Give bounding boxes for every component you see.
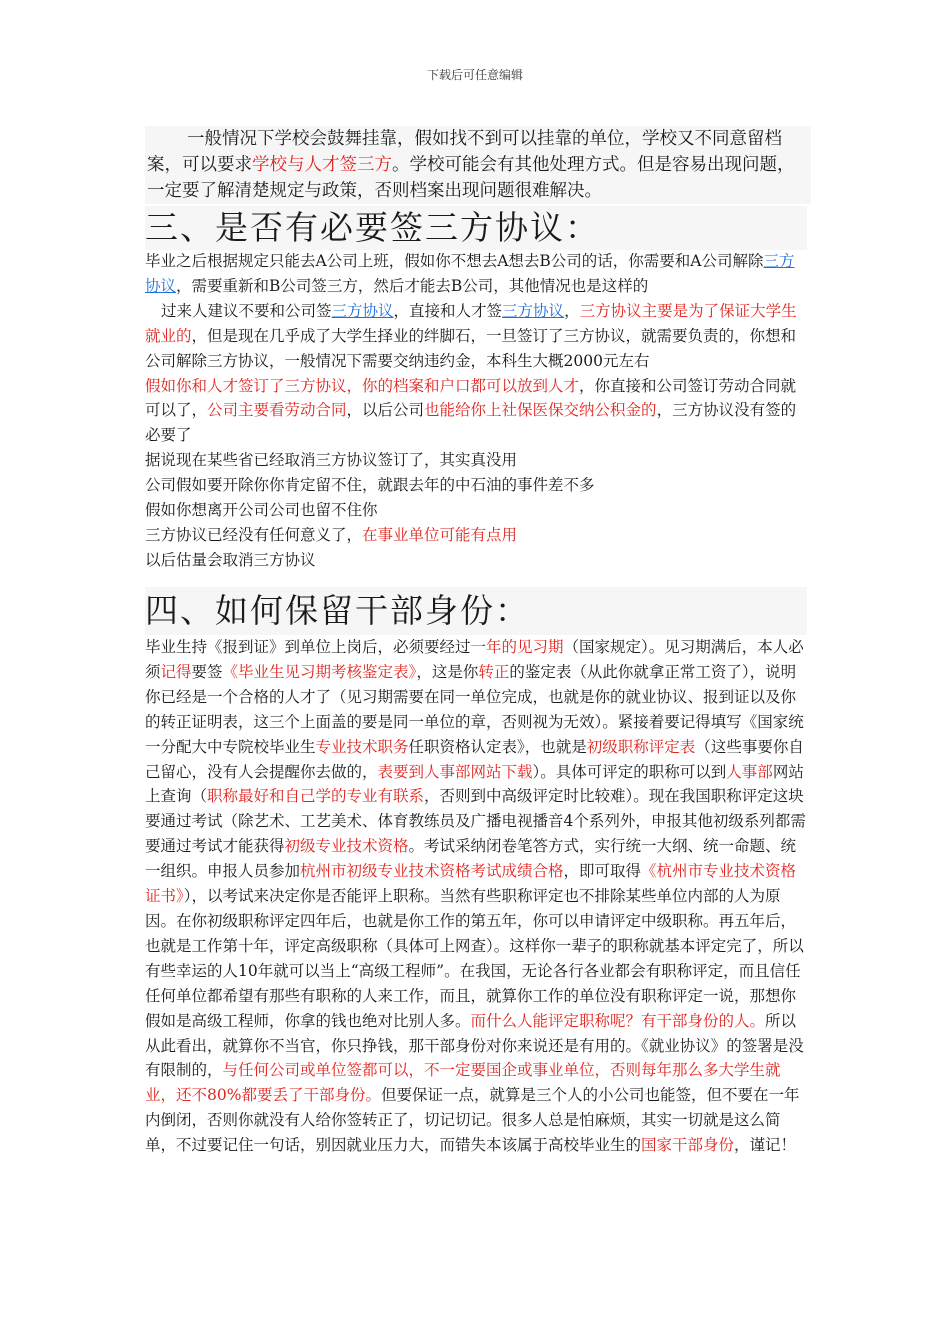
text: （这些事要你自己留心，没有人会提醒你去做的， (145, 737, 804, 781)
intro-highlight: 学校与人才签三方 (252, 155, 392, 175)
text: ，即可取得 (563, 862, 642, 881)
page-header: 下载后可任意编辑 (426, 68, 523, 82)
highlight: 公司主要看劳动合同 (207, 401, 347, 420)
text: ，你直接和公司签订劳动合同就可以了， (145, 376, 797, 420)
paragraph (145, 635, 807, 1158)
highlight: 杭州市初级专业技术资格考试成绩合格 (300, 862, 564, 881)
text: ， (564, 301, 580, 320)
text: 三方协议已经没有任何意义了， (145, 525, 363, 544)
three-party-agreement-link[interactable]: 三方协议 (502, 301, 565, 320)
intro-text: 。学校可能会有其他处理方式。但是容易出现问题，一定要了解清楚规定与政策，否则档案出现问题很难解决。 (147, 155, 795, 201)
highlight: 人事部 (726, 762, 773, 781)
three-party-agreement-link[interactable]: 三方协议 (331, 301, 394, 320)
text: ，但是现在几乎成了大学生择业的绊脚石，一旦签订了三方协议，就需要负责的，你想和公司解除三方协议，一般情况下需要交纳违约金，本科生大概2000元左右 (145, 326, 797, 370)
text: ，否则到中高级评定时比较难）。现在我国职称评定这块要通过考试（除艺术、工艺美术、体育教练员及广播电视播音4个系列外，申报其他初级系列都需要通过考试才能获得 (145, 787, 806, 856)
section4-body (145, 635, 807, 1158)
intro-text: 一般情况下学校会鼓舞挂靠，假如找不到可以挂靠的单位，学校又不同意留档案，可以要求 (147, 129, 782, 175)
highlight: 职称最好和自己学的专业有联系 (207, 787, 425, 806)
text: 要签 (191, 662, 223, 681)
text: ），以考试来决定你是否能评上职称。当然有些职称评定也不排除某些单位内部的人为原因。在你初级职称评定四年后，也就是你工作的第五年，你可以申请评定中级职称。再五年后，也就是工作第十年，评定高级职称（具体可上网查）。这样你一辈子的职称就基本评定完了，所以有些幸运的人10年就可以当上“高级工程师”。在我国，无论各行各业都会有职称评定，而且信任任何单位都希望有那些有职称的人来工作，而且，就算你工作的单位没有职称评定一说，那想你假如是高级工程师，你拿的钱也绝对比别人多。 (145, 887, 804, 1030)
highlight: 三方协议主要是为了保证大学生就业的 (145, 301, 797, 345)
highlight: 而什么人能评定职称呢？有干部身份的人。 (470, 1011, 766, 1030)
highlight: 《毕业生见习期考核鉴定表》 (222, 662, 417, 681)
paragraph: 公司假如要开除你你肯定留不住，就跟去年的中石油的事件差不多 (145, 476, 595, 495)
section3-heading: 三、是否有必要签三方协议： (145, 206, 807, 250)
highlight: 与任何公司或单位签都可以，不一定要国企或事业单位，否则每年那么多大学生就业，还不80%都要丢了干部身份。 (145, 1061, 781, 1105)
text: 但要保证一点，就算是三个人的小公司也能签，但不要在一年内倒闭，否则你就没有人给你签转正了，切记切记。很多人总是怕麻烦，其实一切就是这么简单，不过要记住一句话，别因就业压力大，而错失本该属于高校毕业生的 (145, 1086, 800, 1155)
paragraph (145, 299, 807, 374)
highlight: 专业技术职务 (315, 737, 409, 756)
paragraph (145, 523, 807, 548)
section3-body (145, 249, 807, 573)
paragraph (145, 249, 807, 299)
text: 毕业生持《报到证》到单位上岗后，必须要经过 (145, 638, 471, 656)
paragraph (145, 374, 807, 449)
text: ，谨记！ (734, 1136, 797, 1155)
section4-heading: 四、如何保留干部身份： (145, 587, 807, 635)
three-party-agreement-link[interactable]: 三方协议 (145, 252, 795, 295)
highlight: 初级职称评定表 (586, 737, 696, 756)
highlight: 假如你和人才签订了三方协议，你的档案和户口都可以放到人才 (145, 376, 580, 395)
paragraph: 以后估量会取消三方协议 (145, 550, 316, 569)
text: 。考试采纳闭卷笔答方式，实行统一大纲、统一命题、统一组织。申报人员参加 (145, 837, 797, 881)
text: ）。具体可评定的职称可以到 (532, 762, 727, 781)
text: 网站上查询（ (145, 762, 804, 806)
intro-paragraph (145, 126, 811, 204)
highlight: 国家干部身份 (641, 1136, 735, 1155)
highlight: 在事业单位可能有点用 (362, 525, 518, 544)
text: ，需要重新和B公司签三方，然后才能去B公司，其他情况也是这样的 (176, 276, 649, 295)
highlight: 《杭州市专业技术资格证书》 (145, 862, 797, 906)
highlight: 表要到人事部网站下载 (377, 762, 533, 781)
highlight: 转正 (478, 662, 510, 681)
text: 所以从此看出，就算你不当官，你只挣钱，那干部身份对你来说还是有用的。《就业协议》的签署是没有限制的， (145, 1011, 804, 1080)
highlight: 初级专业技术资格 (284, 837, 409, 856)
text: ，三方协议没有签的必要了 (145, 401, 797, 445)
text: 毕业之后根据规定只能去A公司上班，假如你不想去A想去B公司的话，你需要和A公司解除 (145, 252, 764, 270)
text: ，以后公司 (346, 401, 425, 420)
paragraph: 假如你想离开公司公司也留不住你 (145, 501, 378, 520)
text: 任职资格认定表》，也就是 (408, 737, 587, 756)
text: 的鉴定表（从此你就拿正常工资了），说明你已经是一个合格的人才了（见习期需要在同一单位完成，也就是你的就业协议、报到证以及你的转正证明表，这三个上面盖的要是同一单位的章，否则视为无效）。紧接着要记得填写《国家统一分配大中专院校毕业生 (145, 662, 804, 756)
text: 过来人建议不要和公司签 (161, 301, 332, 320)
highlight: 也能给你上社保医保交纳公积金的 (424, 401, 657, 420)
highlight: 一年的见习期 (470, 638, 564, 656)
text: ，这是你 (416, 662, 479, 681)
text: ，直接和人才签 (393, 301, 503, 320)
highlight: 记得 (160, 662, 192, 681)
paragraph: 据说现在某些省已经取消三方协议签订了，其实真没用 (145, 451, 518, 470)
text: （国家规定）。见习期满后，本人必须 (145, 638, 804, 681)
